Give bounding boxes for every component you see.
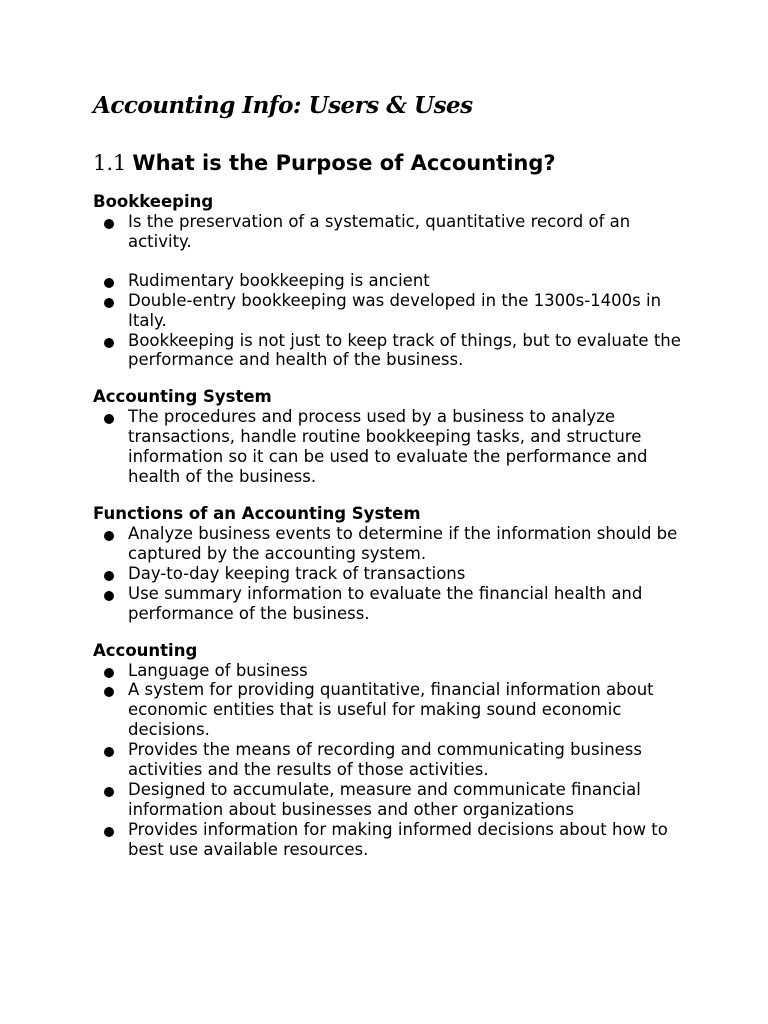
list-item: Language of business <box>93 661 683 681</box>
list-item: Use summary information to evaluate the financial health and performance of the business. <box>93 584 683 624</box>
list-item: The procedures and process used by a business to analyze transactions, handle routine bookkeeping tasks, and structure information so it can be used to evaluate the performance and health of the business. <box>93 407 683 487</box>
list-item: Analyze business events to determine if the information should be captured by the accounting system. <box>93 524 683 564</box>
bullet-icon <box>104 219 114 229</box>
document-title: Accounting Info: Users & Uses <box>93 92 473 119</box>
list-item: Designed to accumulate, measure and communicate financial information about businesses and other organizations <box>93 780 683 820</box>
accounting-system-heading: Accounting System <box>93 387 272 407</box>
bullet-icon <box>104 591 114 601</box>
list-item: Is the preservation of a systematic, quantitative record of an activity. <box>93 212 683 252</box>
bookkeeping-block <box>93 192 683 370</box>
bullet-icon <box>104 338 114 348</box>
bullet-icon <box>104 571 114 581</box>
section-number: 1.1 <box>93 151 127 175</box>
bullet-icon <box>104 687 114 697</box>
list-item: Bookkeeping is not just to keep track of things, but to evaluate the performance and health of the business. <box>93 331 683 371</box>
list-item: Provides information for making informed decisions about how to best use available resources. <box>93 820 683 860</box>
accounting-block <box>93 641 683 860</box>
accounting-system-block <box>93 387 683 487</box>
accounting-heading: Accounting <box>93 640 198 660</box>
list-item: A system for providing quantitative, financial information about economic entities that is useful for making sound economic decisions. <box>93 680 683 740</box>
bullet-icon <box>104 787 114 797</box>
bullet-icon <box>104 827 114 837</box>
bullet-icon <box>104 747 114 757</box>
accounting-list <box>93 661 683 860</box>
functions-heading: Functions of an Accounting System <box>93 503 421 523</box>
list-item: Provides the means of recording and communicating business activities and the results of those activities. <box>93 740 683 780</box>
bullet-icon <box>104 668 114 678</box>
list-item: Rudimentary bookkeeping is ancient <box>93 271 683 291</box>
accounting-system-list <box>93 407 683 487</box>
list-item: Day-to-day keeping track of transactions <box>93 564 683 584</box>
bookkeeping-list <box>93 212 683 370</box>
section-title: What is the Purpose of Accounting? <box>132 151 556 175</box>
bullet-icon <box>104 278 114 288</box>
list-item: Double-entry bookkeeping was developed in the 1300s-1400s in Italy. <box>93 291 683 331</box>
bullet-icon <box>104 531 114 541</box>
bookkeeping-heading: Bookkeeping <box>93 192 214 211</box>
bullet-icon <box>104 298 114 308</box>
functions-list <box>93 524 683 624</box>
document-page <box>93 86 683 860</box>
section-heading <box>93 148 683 178</box>
functions-block <box>93 504 683 624</box>
bullet-icon <box>104 414 114 424</box>
